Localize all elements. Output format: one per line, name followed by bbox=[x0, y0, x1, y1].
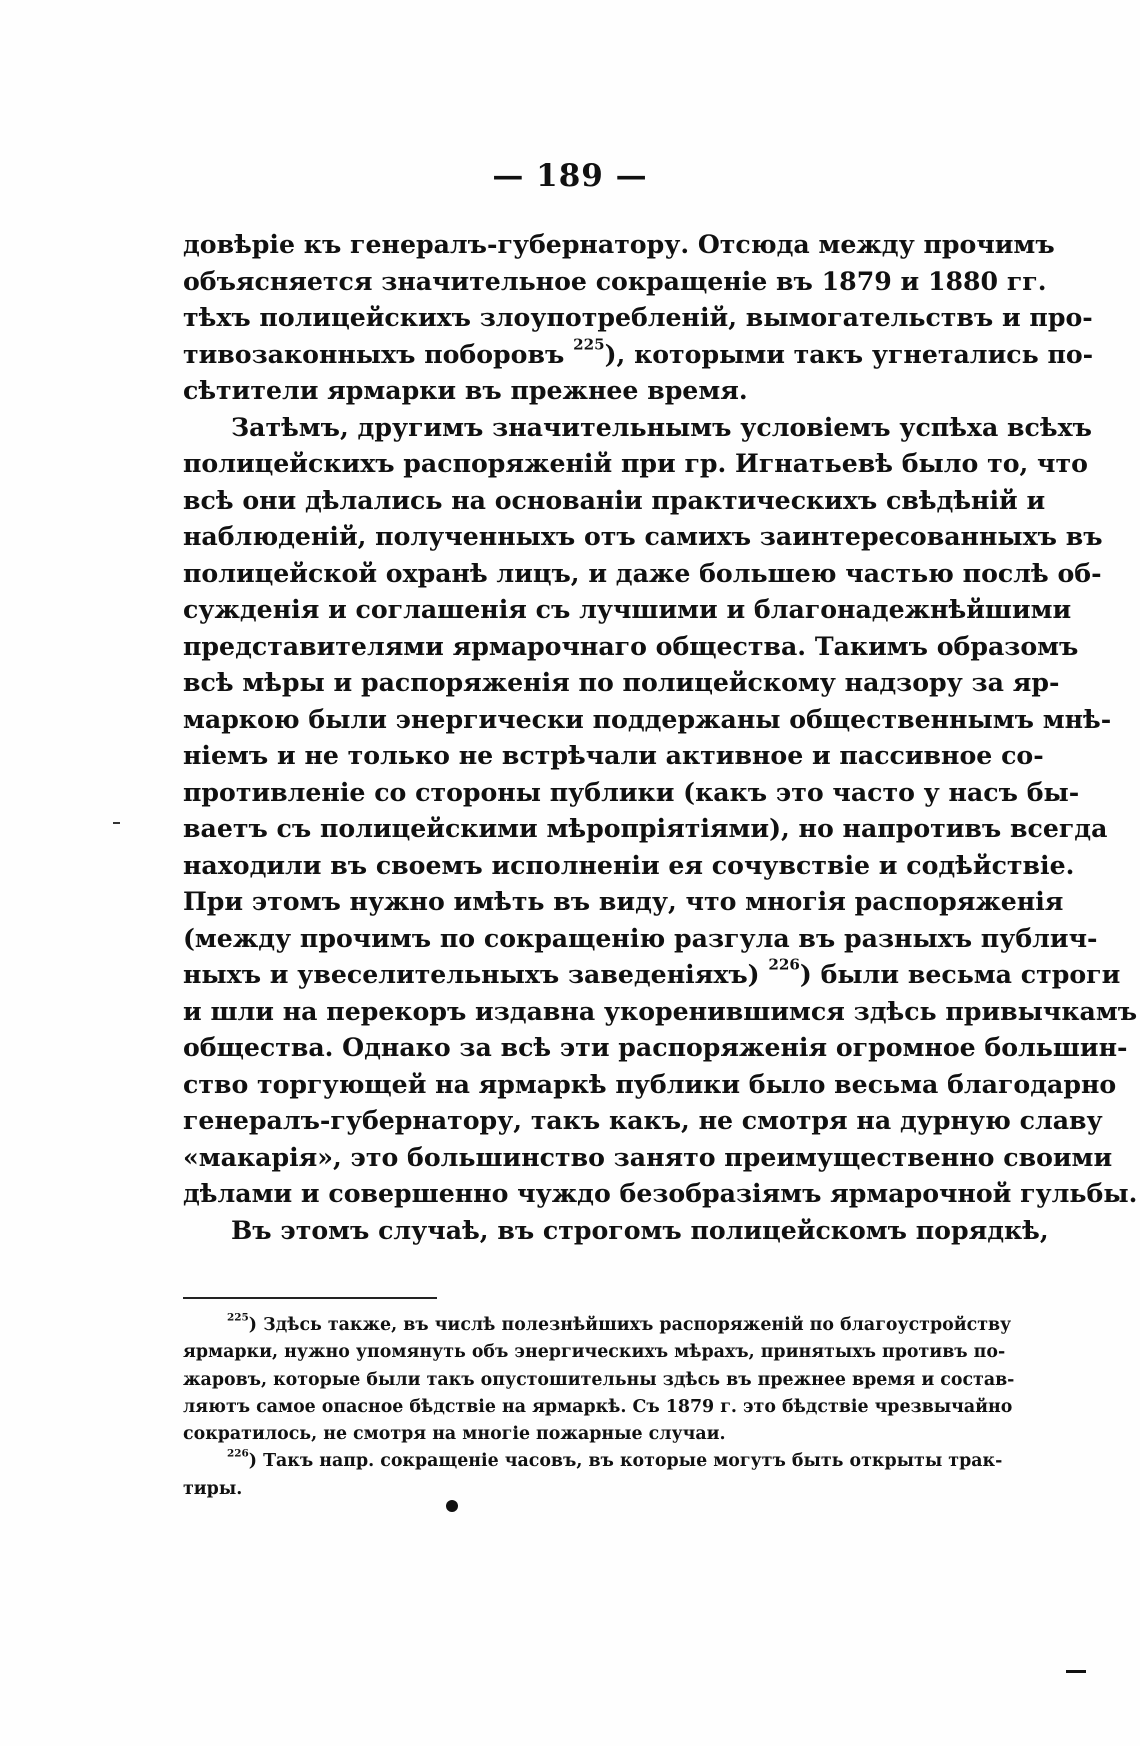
text-line: «макарія», это большинство занято преимущественно своими bbox=[183, 1141, 1113, 1172]
text-line: противленіе со стороны публики (какъ это часто у насъ бы- bbox=[183, 776, 1080, 807]
text-fragment: ныхъ и увеселительныхъ заведеніяхъ) bbox=[183, 959, 760, 989]
text-line: находили въ своемъ исполненіи ея сочувствіе и содѣйствіе. bbox=[183, 849, 1075, 880]
text-line: общества. Однако за всѣ эти распоряженія огромное большин- bbox=[183, 1032, 1128, 1062]
text-line bbox=[183, 955, 1121, 993]
text-line: Въ этомъ случаѣ, въ строгомъ полицейскомъ порядкѣ, bbox=[231, 1214, 1049, 1245]
main-text bbox=[183, 226, 1138, 1248]
footnote-line: сократилось, не смотря на многіе пожарные случаи. bbox=[183, 1424, 726, 1445]
text-line: полицейскихъ распоряженій при гр. Игнатьевѣ было то, что bbox=[183, 448, 1088, 478]
text-line: дѣлами и совершенно чуждо безобразіямъ ярмарочной гульбы. bbox=[183, 1178, 1138, 1208]
text-line: ство торгующей на ярмаркѣ публики было весьма благодарно bbox=[183, 1068, 1117, 1099]
text-line: ваетъ съ полицейскими мѣропріятіями), но напротивъ всегда bbox=[183, 813, 1108, 843]
text-line: Затѣмъ, другимъ значительнымъ условіемъ успѣха всѣхъ bbox=[231, 411, 1092, 442]
text-line: представителями ярмарочнаго общества. Такимъ образомъ bbox=[183, 630, 1079, 661]
footnote-marker-226: 226 bbox=[227, 1448, 249, 1461]
text-line: всѣ мѣры и распоряженія по полицейскому надзору за яр- bbox=[183, 667, 1060, 697]
text-fragment: ) Здѣсь также, въ числѣ полезнѣйшихъ распоряженій по благоустройству bbox=[248, 1315, 1012, 1335]
text-line: и шли на перекоръ издавна укоренившимся здѣсь привычкамъ bbox=[183, 995, 1138, 1026]
text-line: наблюденій, полученныхъ отъ самихъ заинтересованныхъ въ bbox=[183, 521, 1103, 551]
text-line bbox=[183, 334, 1094, 373]
footnotes bbox=[183, 1311, 1015, 1503]
text-line: объясняется значительное сокращеніе въ 1879 и 1880 гг. bbox=[183, 265, 1047, 296]
text-line: всѣ они дѣлались на основаніи практическихъ свѣдѣній и bbox=[183, 484, 1046, 515]
footnote-marker-225: 225 bbox=[227, 1311, 249, 1324]
text-line: сѣтители ярмарки въ прежнее время. bbox=[183, 375, 748, 405]
footnote-line bbox=[183, 1311, 1012, 1339]
footnote-divider bbox=[183, 1297, 437, 1299]
footnote-line: тиры. bbox=[183, 1478, 243, 1499]
text-fragment: ) Такъ напр. сокращеніе часовъ, въ которые могутъ быть открыты трак- bbox=[248, 1451, 1003, 1472]
text-line: полицейской охранѣ лицъ, и даже большею частью послѣ об- bbox=[183, 557, 1102, 588]
ink-dot bbox=[446, 1500, 458, 1512]
text-line: генералъ-губернатору, такъ какъ, не смотря на дурную славу bbox=[183, 1105, 1103, 1135]
footnote-line: ярмарки, нужно упомянуть объ энергическихъ мѣрахъ, принятыхъ противъ по- bbox=[183, 1342, 1006, 1363]
text-line: довѣріе къ генералъ-губернатору. Отсюда между прочимъ bbox=[183, 229, 1055, 259]
text-fragment: ) были весьма строги bbox=[799, 959, 1121, 989]
footnote-ref-225: 225 bbox=[573, 334, 605, 353]
corner-dash bbox=[1066, 1670, 1086, 1673]
text-fragment: тивозаконныхъ поборовъ bbox=[183, 338, 565, 369]
margin-mark bbox=[113, 822, 120, 824]
text-line: маркою были энергически поддержаны общественнымъ мнѣ- bbox=[183, 703, 1112, 734]
text-line: (между прочимъ по сокращенію разгула въ разныхъ публич- bbox=[183, 922, 1098, 953]
page-number: — 189 — bbox=[492, 158, 648, 194]
footnote-line bbox=[183, 1448, 1003, 1475]
text-line: тѣхъ полицейскихъ злоупотребленій, вымогательствъ и про- bbox=[183, 302, 1093, 332]
footnote-line: ляютъ самое опасное бѣдствіе на ярмаркѣ. Съ 1879 г. это бѣдствіе чрезвычайно bbox=[183, 1396, 1013, 1417]
text-line: сужденія и соглашенія съ лучшими и благонадежнѣйшими bbox=[183, 594, 1072, 624]
footnote-ref-226: 226 bbox=[768, 955, 800, 974]
footnote-line: жаровъ, которые были такъ опустошительны здѣсь въ прежнее время и состав- bbox=[183, 1369, 1015, 1390]
text-line: При этомъ нужно имѣть въ виду, что многія распоряженія bbox=[183, 886, 1064, 916]
text-line: ніемъ и не только не встрѣчали активное и пассивное со- bbox=[183, 740, 1044, 770]
text-fragment: ), которыми такъ угнетались по- bbox=[604, 338, 1094, 369]
